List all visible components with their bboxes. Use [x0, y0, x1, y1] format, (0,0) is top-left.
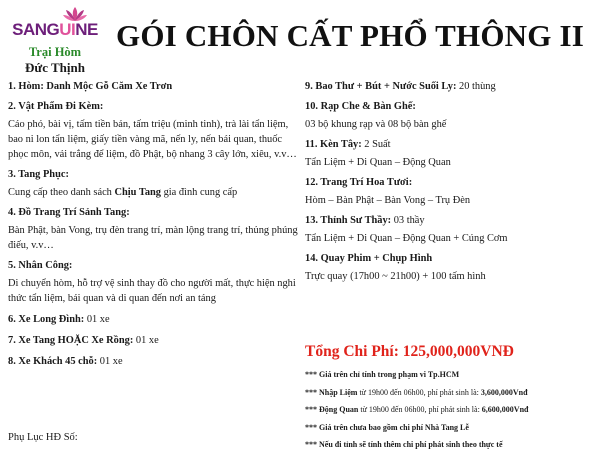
- item-4-heading: 4. Đồ Trang Trí Sảnh Tang:: [8, 207, 130, 218]
- note-4: *** Giá trên chưa bao gồm chi phí Nhà Tang Lễ: [305, 422, 469, 432]
- item-4-body: Bàn Phật, bàn Vong, trụ đèn trang trí, màn lộng trang trí, thủng phúng điếu, v.v…: [8, 225, 298, 251]
- note-1: *** Giá trên chỉ tính trong phạm vi Tp.HCM: [305, 370, 460, 379]
- item-13-heading: 13. Thỉnh Sư Thầy: 03 thầy: [305, 215, 425, 226]
- contract-appendix-label: Phụ Lục HĐ Số:: [8, 432, 78, 443]
- item-1-heading: 1. Hòm: Danh Mộc Gỗ Căm Xe Trơn: [8, 81, 173, 92]
- item-6-heading: 6. Xe Long Đình: 01 xe: [8, 314, 110, 325]
- total-price: Tổng Chi Phí: 125,000,000VNĐ: [305, 343, 514, 360]
- item-13-body: Tẩn Liệm + Di Quan – Động Quan + Cúng Cơm: [305, 233, 508, 244]
- item-10-body: 03 bộ khung rạp và 08 bộ bàn ghế: [305, 119, 447, 130]
- item-3-heading: 3. Tang Phục:: [8, 169, 69, 180]
- item-10-heading: 10. Rạp Che & Bàn Ghế:: [305, 101, 416, 112]
- item-5-body: Di chuyển hòm, hỗ trợ vệ sinh thay đồ cho người mất, thực hiện nghi thức tẩn liệm, bái quan và di quan đến nơi an táng: [8, 278, 296, 304]
- brand-name: SANGUINE: [12, 20, 98, 39]
- item-11-body: Tẩn Liệm + Di Quan – Động Quan: [305, 157, 451, 168]
- item-14-body: Trực quay (17h00 ~ 21h00) + 100 tấm hình: [305, 271, 486, 282]
- item-12-body: Hòm – Bàn Phật – Bàn Vong – Trụ Đèn: [305, 195, 471, 206]
- page-title: GÓI CHÔN CẤT PHỔ THÔNG II: [116, 18, 585, 53]
- item-2-heading: 2. Vật Phẩm Đi Kèm:: [8, 101, 104, 112]
- item-12-heading: 12. Trang Trí Hoa Tươi:: [305, 177, 413, 188]
- item-9-heading: 9. Bao Thư + Bút + Nước Suối Ly: 20 thùng: [305, 81, 496, 92]
- item-5-heading: 5. Nhân Công:: [8, 260, 73, 271]
- item-8-heading: 8. Xe Khách 45 chỗ: 01 xe: [8, 356, 123, 367]
- item-7-heading: 7. Xe Tang HOẶC Xe Rồng: 01 xe: [8, 335, 159, 346]
- item-3-body: Cung cấp theo danh sách Chịu Tang gia đình cung cấp: [8, 187, 238, 198]
- item-2-body: Cáo phó, bài vị, tấm tiền bản, tấm triệu (minh tinh), trà lài tẩn liệm, bao ni lon tẩn liệm, giấy tiền vàng mã, nến ly, nến bái quan, thuốc phọc môn, vải trắng để liệm, đồ Phật, bộ nhang 3 cây lớn, xiêu, v.v…: [8, 119, 297, 160]
- right-column: [305, 79, 597, 284]
- price-notes: [305, 366, 597, 450]
- brand-subtitle-1: Trại Hòm: [28, 45, 82, 59]
- company-logo: [6, 6, 104, 76]
- note-3: *** Động Quan từ 19h00 đến 06h00, phí phát sinh là: 6,600,000Vnđ: [305, 405, 529, 414]
- brand-subtitle-2: Đức Thịnh: [25, 60, 85, 75]
- item-14-heading: 14. Quay Phim + Chụp Hình: [305, 253, 433, 264]
- note-5: *** Nếu đi tỉnh sẽ tính thêm chi phí phát sinh theo thực tế: [305, 440, 503, 449]
- left-column: [8, 79, 301, 369]
- item-11-heading: 11. Kèn Tây: 2 Suất: [305, 139, 391, 150]
- note-2: *** Nhập Liệm từ 19h00 đến 06h00, phí phát sinh là: 3,600,000Vnđ: [305, 387, 528, 397]
